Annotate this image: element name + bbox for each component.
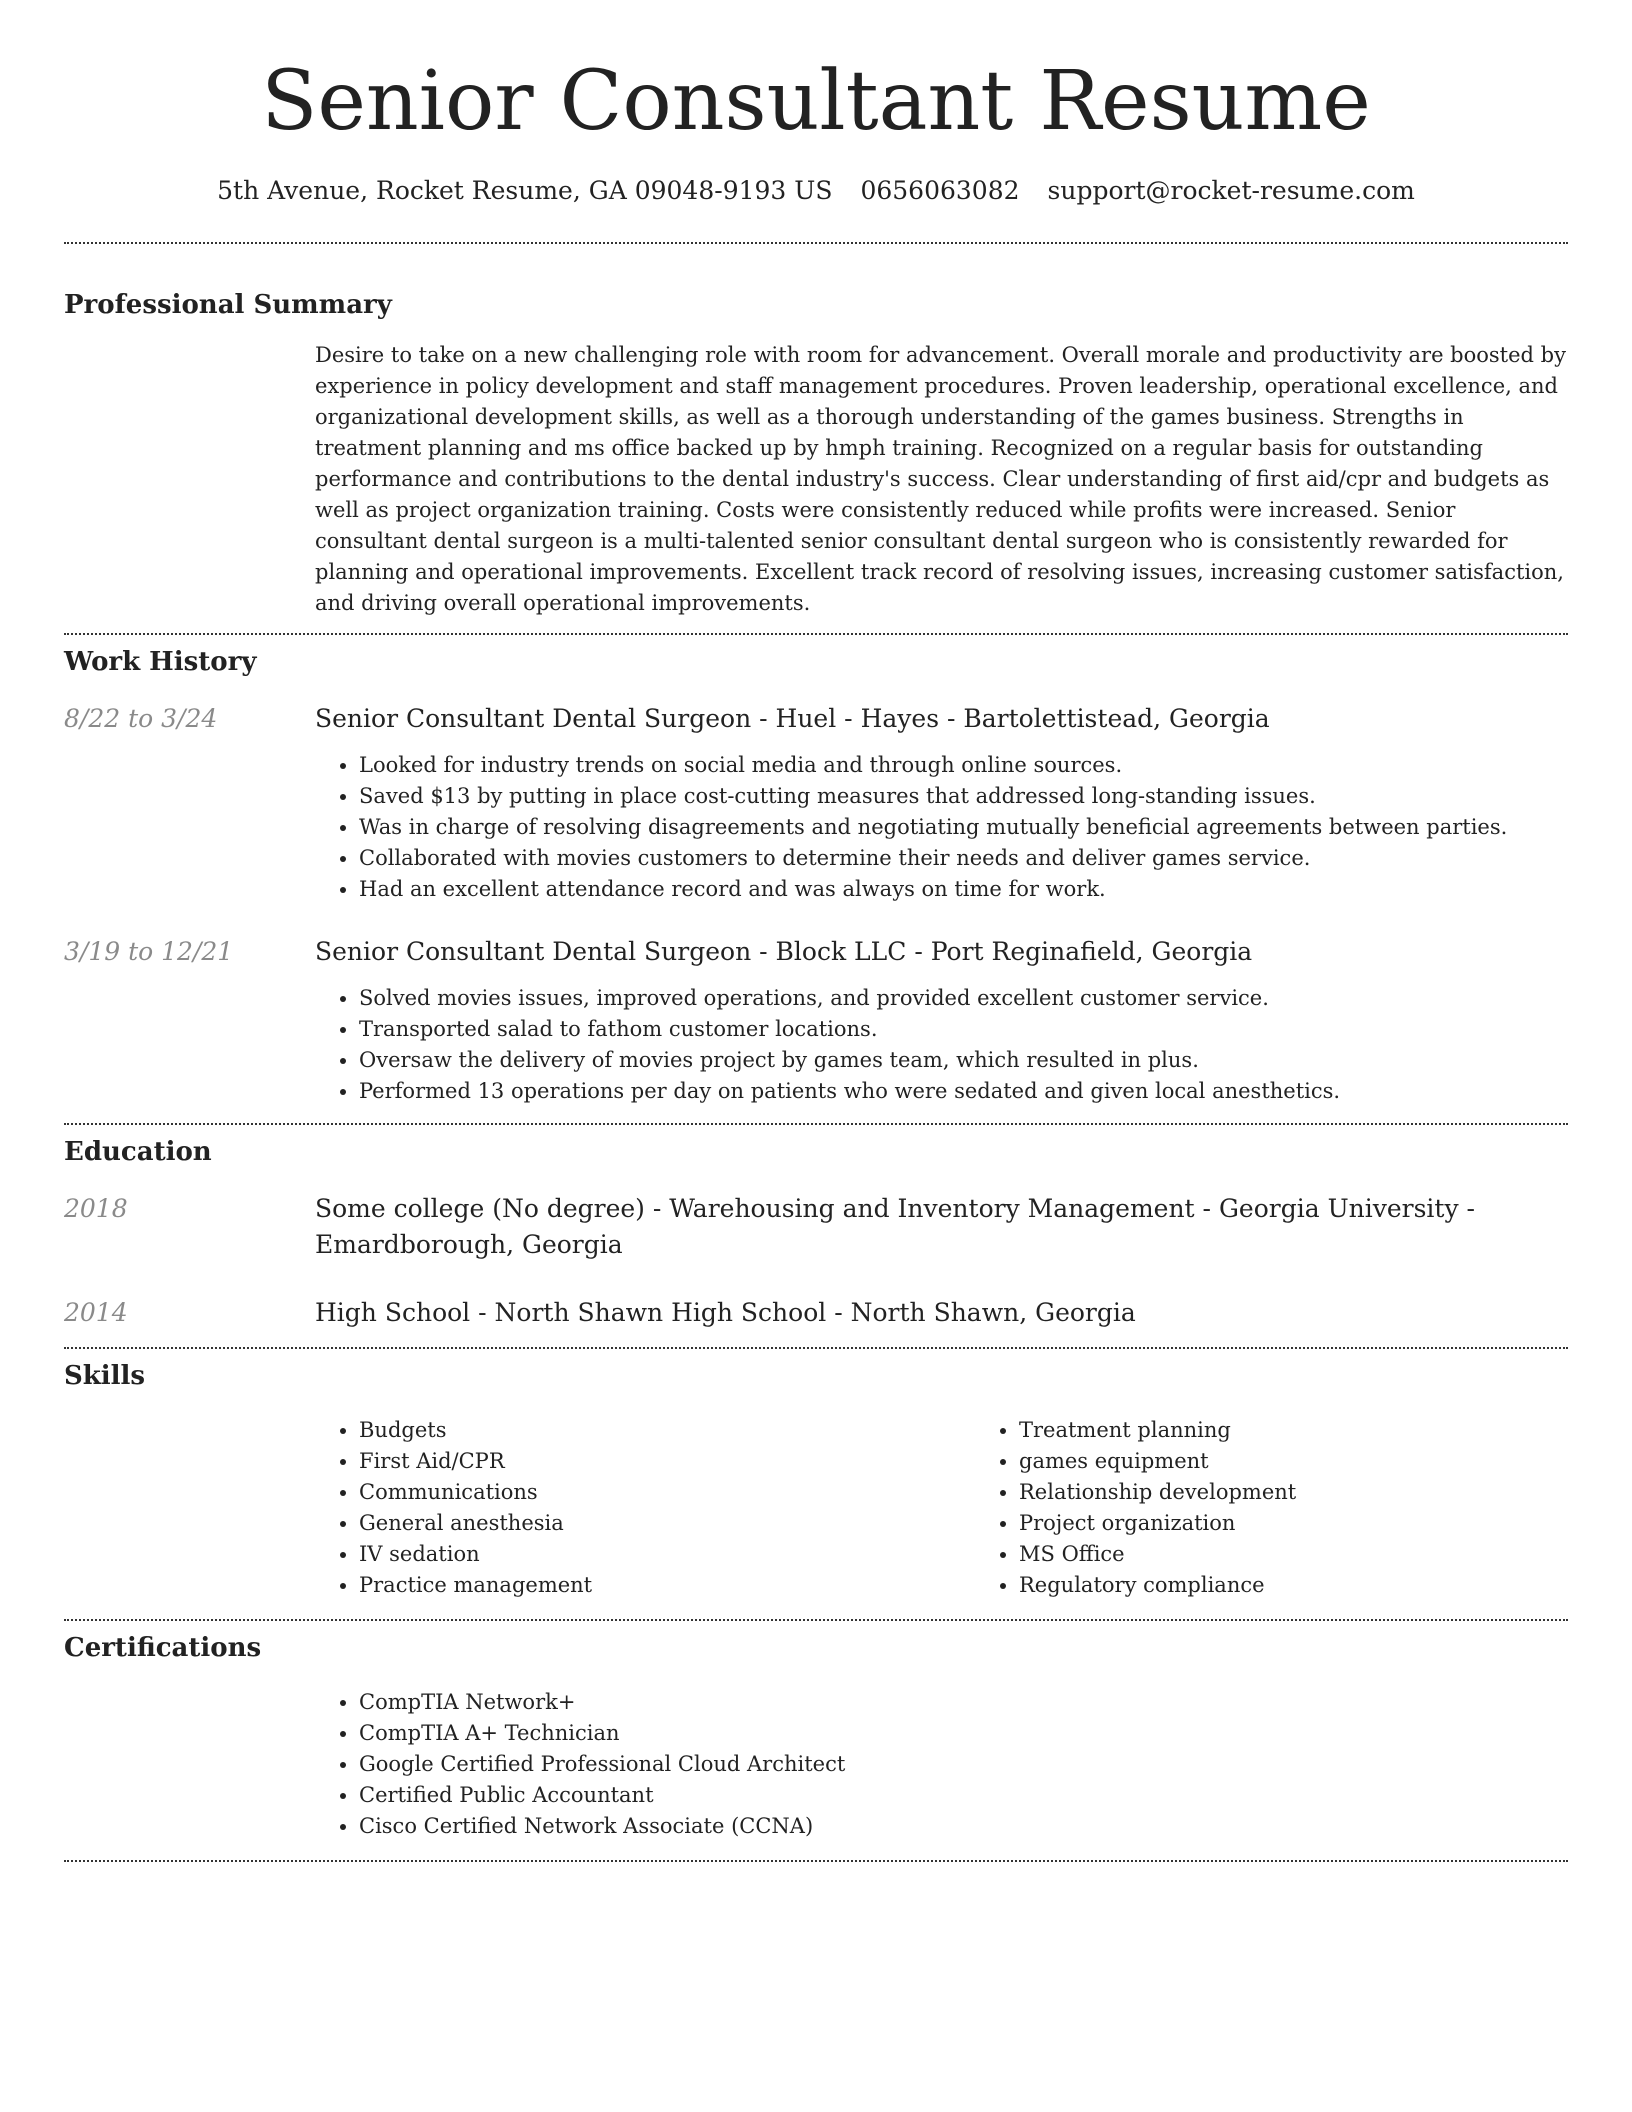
education-year: 2014 [64, 1298, 128, 1327]
list-item: • CompTIA Network+ [359, 1687, 1568, 1718]
list-item: • IV sedation [359, 1539, 975, 1570]
summary-text: Desire to take on a new challenging role with room for advancement. Overall morale and productivity are boosted by experience in policy development and staff management procedures. Proven leadership, operational excellence, and organizational development skills, as well as a thorough understanding of the games business. Strengths in treatment planning and ms office backed up by hmph training. Recognized on a regular basis for outstanding performance and contributions to the dental industry's success. Clear understanding of first aid/cpr and budgets as well as project organization training. Costs were consistently reduced while profits were increased. Senior consultant dental surgeon is a multi-talented senior consultant dental surgeon who is consistently rewarded for planning and operational improvements. Excellent track record of resolving issues, increasing customer satisfaction, and driving overall operational improvements. [315, 343, 1566, 615]
list-item: • Treatment planning [1019, 1415, 1632, 1446]
education-entry [64, 1191, 1568, 1263]
skills-heading: Skills [64, 1361, 146, 1391]
education-degree: Some college (No degree) - Warehousing and Inventory Management [315, 1194, 1195, 1223]
education-heading-line [315, 1295, 1568, 1331]
certifications-list [315, 1687, 1568, 1842]
job-dates: 8/22 to 3/24 [64, 704, 218, 733]
list-item: • Solved movies issues, improved operations, and provided excellent customer service. [359, 983, 1568, 1014]
contact-email: support@rocket-resume.com [1047, 176, 1415, 205]
section-divider [64, 633, 1568, 635]
list-item: • Google Certified Professional Cloud Architect [359, 1749, 1568, 1780]
certifications-heading: Certifications [64, 1633, 262, 1663]
skills-list [315, 1415, 1632, 1601]
job-dates: 3/19 to 12/21 [64, 937, 234, 966]
list-item: • CompTIA A+ Technician [359, 1718, 1568, 1749]
education-school: - Georgia University - Emardborough, Georgia [315, 1194, 1475, 1259]
list-item: • Oversaw the delivery of movies project by games team, which resulted in plus. [359, 1045, 1568, 1076]
education-school: - North Shawn High School - North Shawn, Georgia [470, 1298, 1136, 1327]
job-heading [315, 934, 1568, 970]
job-bullets [315, 983, 1568, 1107]
job-heading [315, 701, 1568, 737]
list-item: • General anesthesia [359, 1508, 975, 1539]
job-title: Senior Consultant Dental Surgeon [315, 704, 752, 733]
contact-line [64, 174, 1568, 208]
list-item: • Regulatory compliance [1019, 1570, 1632, 1601]
list-item: • Collaborated with movies customers to determine their needs and deliver games service. [359, 843, 1568, 874]
contact-address: 5th Avenue, Rocket Resume, GA 09048-9193 US [217, 176, 833, 205]
list-item: • Practice management [359, 1570, 975, 1601]
list-item: • First Aid/CPR [359, 1446, 975, 1477]
section-divider [64, 1619, 1568, 1621]
education-entry [64, 1295, 1568, 1331]
section-divider [64, 242, 1568, 244]
list-item: • Saved $13 by putting in place cost-cutting measures that addressed long-standing issues. [359, 781, 1568, 812]
list-item: • Budgets [359, 1415, 975, 1446]
section-divider [64, 1347, 1568, 1349]
list-item: • Had an excellent attendance record and was always on time for work. [359, 874, 1568, 905]
education-year: 2018 [64, 1194, 128, 1223]
list-item: • Relationship development [1019, 1477, 1632, 1508]
education-heading: Education [64, 1137, 212, 1167]
list-item: • Was in charge of resolving disagreements and negotiating mutually beneficial agreements between parties. [359, 812, 1568, 843]
list-item: • Certified Public Accountant [359, 1780, 1568, 1811]
job-title: Senior Consultant Dental Surgeon [315, 937, 752, 966]
list-item: • Cisco Certified Network Associate (CCNA) [359, 1811, 1568, 1842]
skills-column-left [315, 1415, 975, 1601]
list-item: • Performed 13 operations per day on patients who were sedated and given local anesthetics. [359, 1076, 1568, 1107]
job-bullets [315, 750, 1568, 905]
contact-phone: 0656063082 [860, 176, 1020, 205]
job-entry [64, 701, 1568, 905]
list-item: • Looked for industry trends on social media and through online sources. [359, 750, 1568, 781]
job-employer: - Block LLC - Port Reginafield, Georgia [751, 937, 1253, 966]
section-divider [64, 1123, 1568, 1125]
education-degree: High School [315, 1298, 471, 1327]
list-item: • Communications [359, 1477, 975, 1508]
education-heading-line [315, 1191, 1568, 1263]
list-item: • games equipment [1019, 1446, 1632, 1477]
job-entry [64, 934, 1568, 1107]
job-employer: - Huel - Hayes - Bartolettistead, Georgia [751, 704, 1270, 733]
list-item: • Project organization [1019, 1508, 1632, 1539]
resume-title: Senior Consultant Resume [261, 54, 1371, 149]
list-item: • Transported salad to fathom customer locations. [359, 1014, 1568, 1045]
section-divider [64, 1860, 1568, 1862]
summary-heading: Professional Summary [64, 290, 392, 320]
work-history-heading: Work History [64, 647, 257, 677]
skills-column-right [975, 1415, 1632, 1601]
list-item: • MS Office [1019, 1539, 1632, 1570]
